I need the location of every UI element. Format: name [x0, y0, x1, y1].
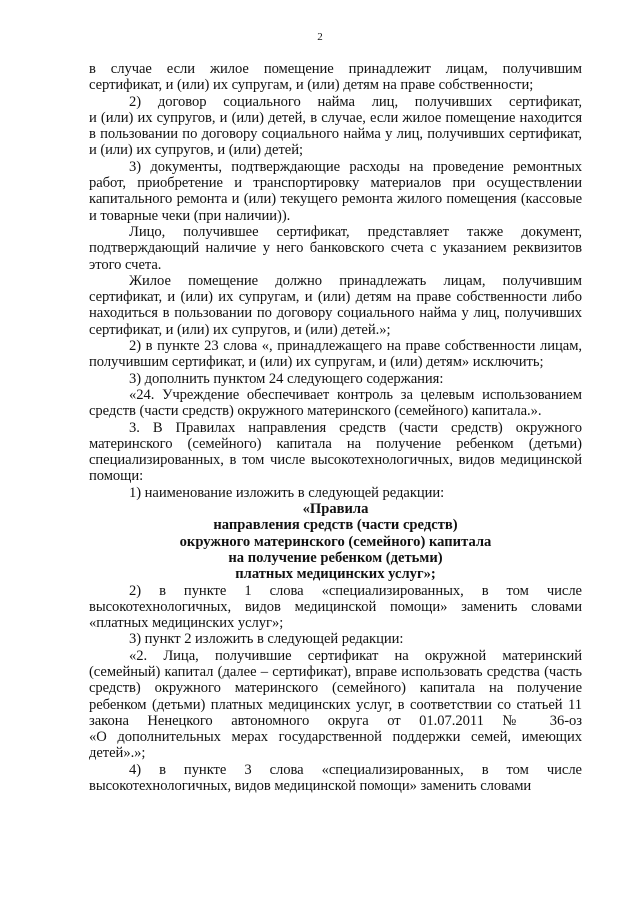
paragraph-line: и (или) их супругов, и (или) детей, в случае, если жилое помещение находится: [89, 109, 582, 126]
paragraph-line: средств (части средств) окружного материнского (семейного) капитала.».: [89, 403, 542, 420]
paragraph-line: Жилое помещение должно принадлежать лицам, получившим: [129, 272, 582, 289]
paragraph: [89, 583, 582, 632]
paragraph-line: и (или) их супругов, и (или) детей;: [89, 142, 303, 159]
paragraph-line: 2) договор социального найма лиц, получивших сертификат,: [129, 93, 582, 110]
paragraph-line: ребенком (детьми) платных медицинских услуг, в соответствии со статьей 11: [89, 696, 582, 713]
paragraph: [89, 387, 582, 420]
paragraph-line: подтверждающий наличие у него банковского счета с указанием реквизитов: [89, 240, 582, 257]
paragraph: [89, 159, 582, 224]
paragraph-line: получившим сертификат, и (или) их супругам, и (или) детям» исключить;: [89, 354, 544, 371]
paragraph: [89, 648, 582, 762]
paragraph-line: 3. В Правилах направления средств (части средств) окружного: [129, 419, 582, 436]
paragraph: [89, 273, 582, 338]
paragraph-line: 3) пункт 2 изложить в следующей редакции:: [129, 631, 404, 648]
paragraph-line: средств) окружного материнского (семейного) капитала на получение: [89, 680, 582, 697]
paragraph: [89, 762, 582, 795]
paragraph-line: 4) в пункте 3 слова «специализированных, в том числе: [129, 761, 582, 778]
paragraph-line: работ, приобретение и транспортировку материалов при осуществлении: [89, 175, 582, 192]
paragraph: [89, 485, 582, 501]
heading-line: окружного материнского (семейного) капитала: [179, 533, 492, 550]
paragraph: [89, 338, 582, 371]
paragraph: [89, 631, 582, 647]
paragraph-line: 2) в пункте 23 слова «, принадлежащего на праве собственности лицам,: [129, 338, 582, 355]
paragraph-line: сертификат, и (или) их супругов, и (или) детей.»;: [89, 321, 391, 338]
heading-line: направления средств (части средств): [213, 517, 458, 534]
paragraph-line: (семейный) капитал (далее – сертификат), вправе использовать средства (часть: [89, 663, 582, 680]
heading-line: на получение ребенком (детьми): [228, 549, 443, 566]
paragraph-line: специализированных, в том числе высокотехнологичных, видов медицинской: [89, 452, 582, 469]
heading-line: платных медицинских услуг»;: [235, 566, 436, 583]
paragraph-line: и товарные чеки (при наличии)).: [89, 207, 291, 224]
paragraph-line: 3) документы, подтверждающие расходы на проведение ремонтных: [129, 158, 582, 175]
paragraph-line: закона Ненецкого автономного округа от 01.07.2011 № 36-оз: [89, 712, 582, 729]
document-body: [89, 61, 582, 794]
paragraph-line: высокотехнологичных, видов медицинской помощи» заменить словами: [89, 778, 532, 795]
paragraph: [89, 371, 582, 387]
paragraph-line: детей».»;: [89, 745, 146, 762]
paragraph-line: 1) наименование изложить в следующей редакции:: [129, 484, 445, 501]
paragraph-line: «2. Лица, получившие сертификат на окружной материнский: [129, 647, 582, 664]
paragraph-line: сертификат, и (или) их супругам, и (или) детям на праве собственности;: [89, 77, 534, 94]
paragraph-line: капитального ремонта и (или) текущего ремонта жилого помещения (кассовые: [89, 191, 582, 208]
paragraph-line: 3) дополнить пунктом 24 следующего содержания:: [129, 370, 444, 387]
paragraph-line: высокотехнологичных, видов медицинской помощи» заменить словами: [89, 598, 582, 615]
paragraph: [89, 420, 582, 485]
paragraph-line: «О дополнительных мерах государственной поддержки семей, имеющих: [89, 729, 582, 746]
paragraph-line: в пользовании по договору социального найма у лиц, получивших сертификат,: [89, 126, 582, 143]
paragraph-line: находиться в пользовании по договору социального найма у лиц, получивших: [89, 305, 582, 322]
paragraph-line: материнского (семейного) капитала на получение ребенком (детьми): [89, 435, 582, 452]
paragraph: [89, 94, 582, 159]
paragraph-line: «24. Учреждение обеспечивает контроль за целевым использованием: [129, 386, 582, 403]
paragraph-line: 2) в пункте 1 слова «специализированных, в том числе: [129, 582, 582, 599]
paragraph-line: в случае если жилое помещение принадлежит лицам, получившим: [89, 61, 582, 77]
paragraph-line: помощи:: [89, 468, 144, 485]
paragraph-line: сертификат, и (или) их супругам, и (или) детям на праве собственности либо: [89, 289, 582, 306]
heading-line: «Правила: [302, 501, 369, 518]
paragraph: [89, 61, 582, 94]
paragraph: [89, 224, 582, 273]
paragraph-line: «платных медицинских услуг»;: [89, 615, 284, 632]
page-number: 2: [317, 31, 323, 43]
paragraph-line: этого счета.: [89, 256, 162, 273]
paragraph-line: Лицо, получившее сертификат, представляет также документ,: [129, 223, 582, 240]
